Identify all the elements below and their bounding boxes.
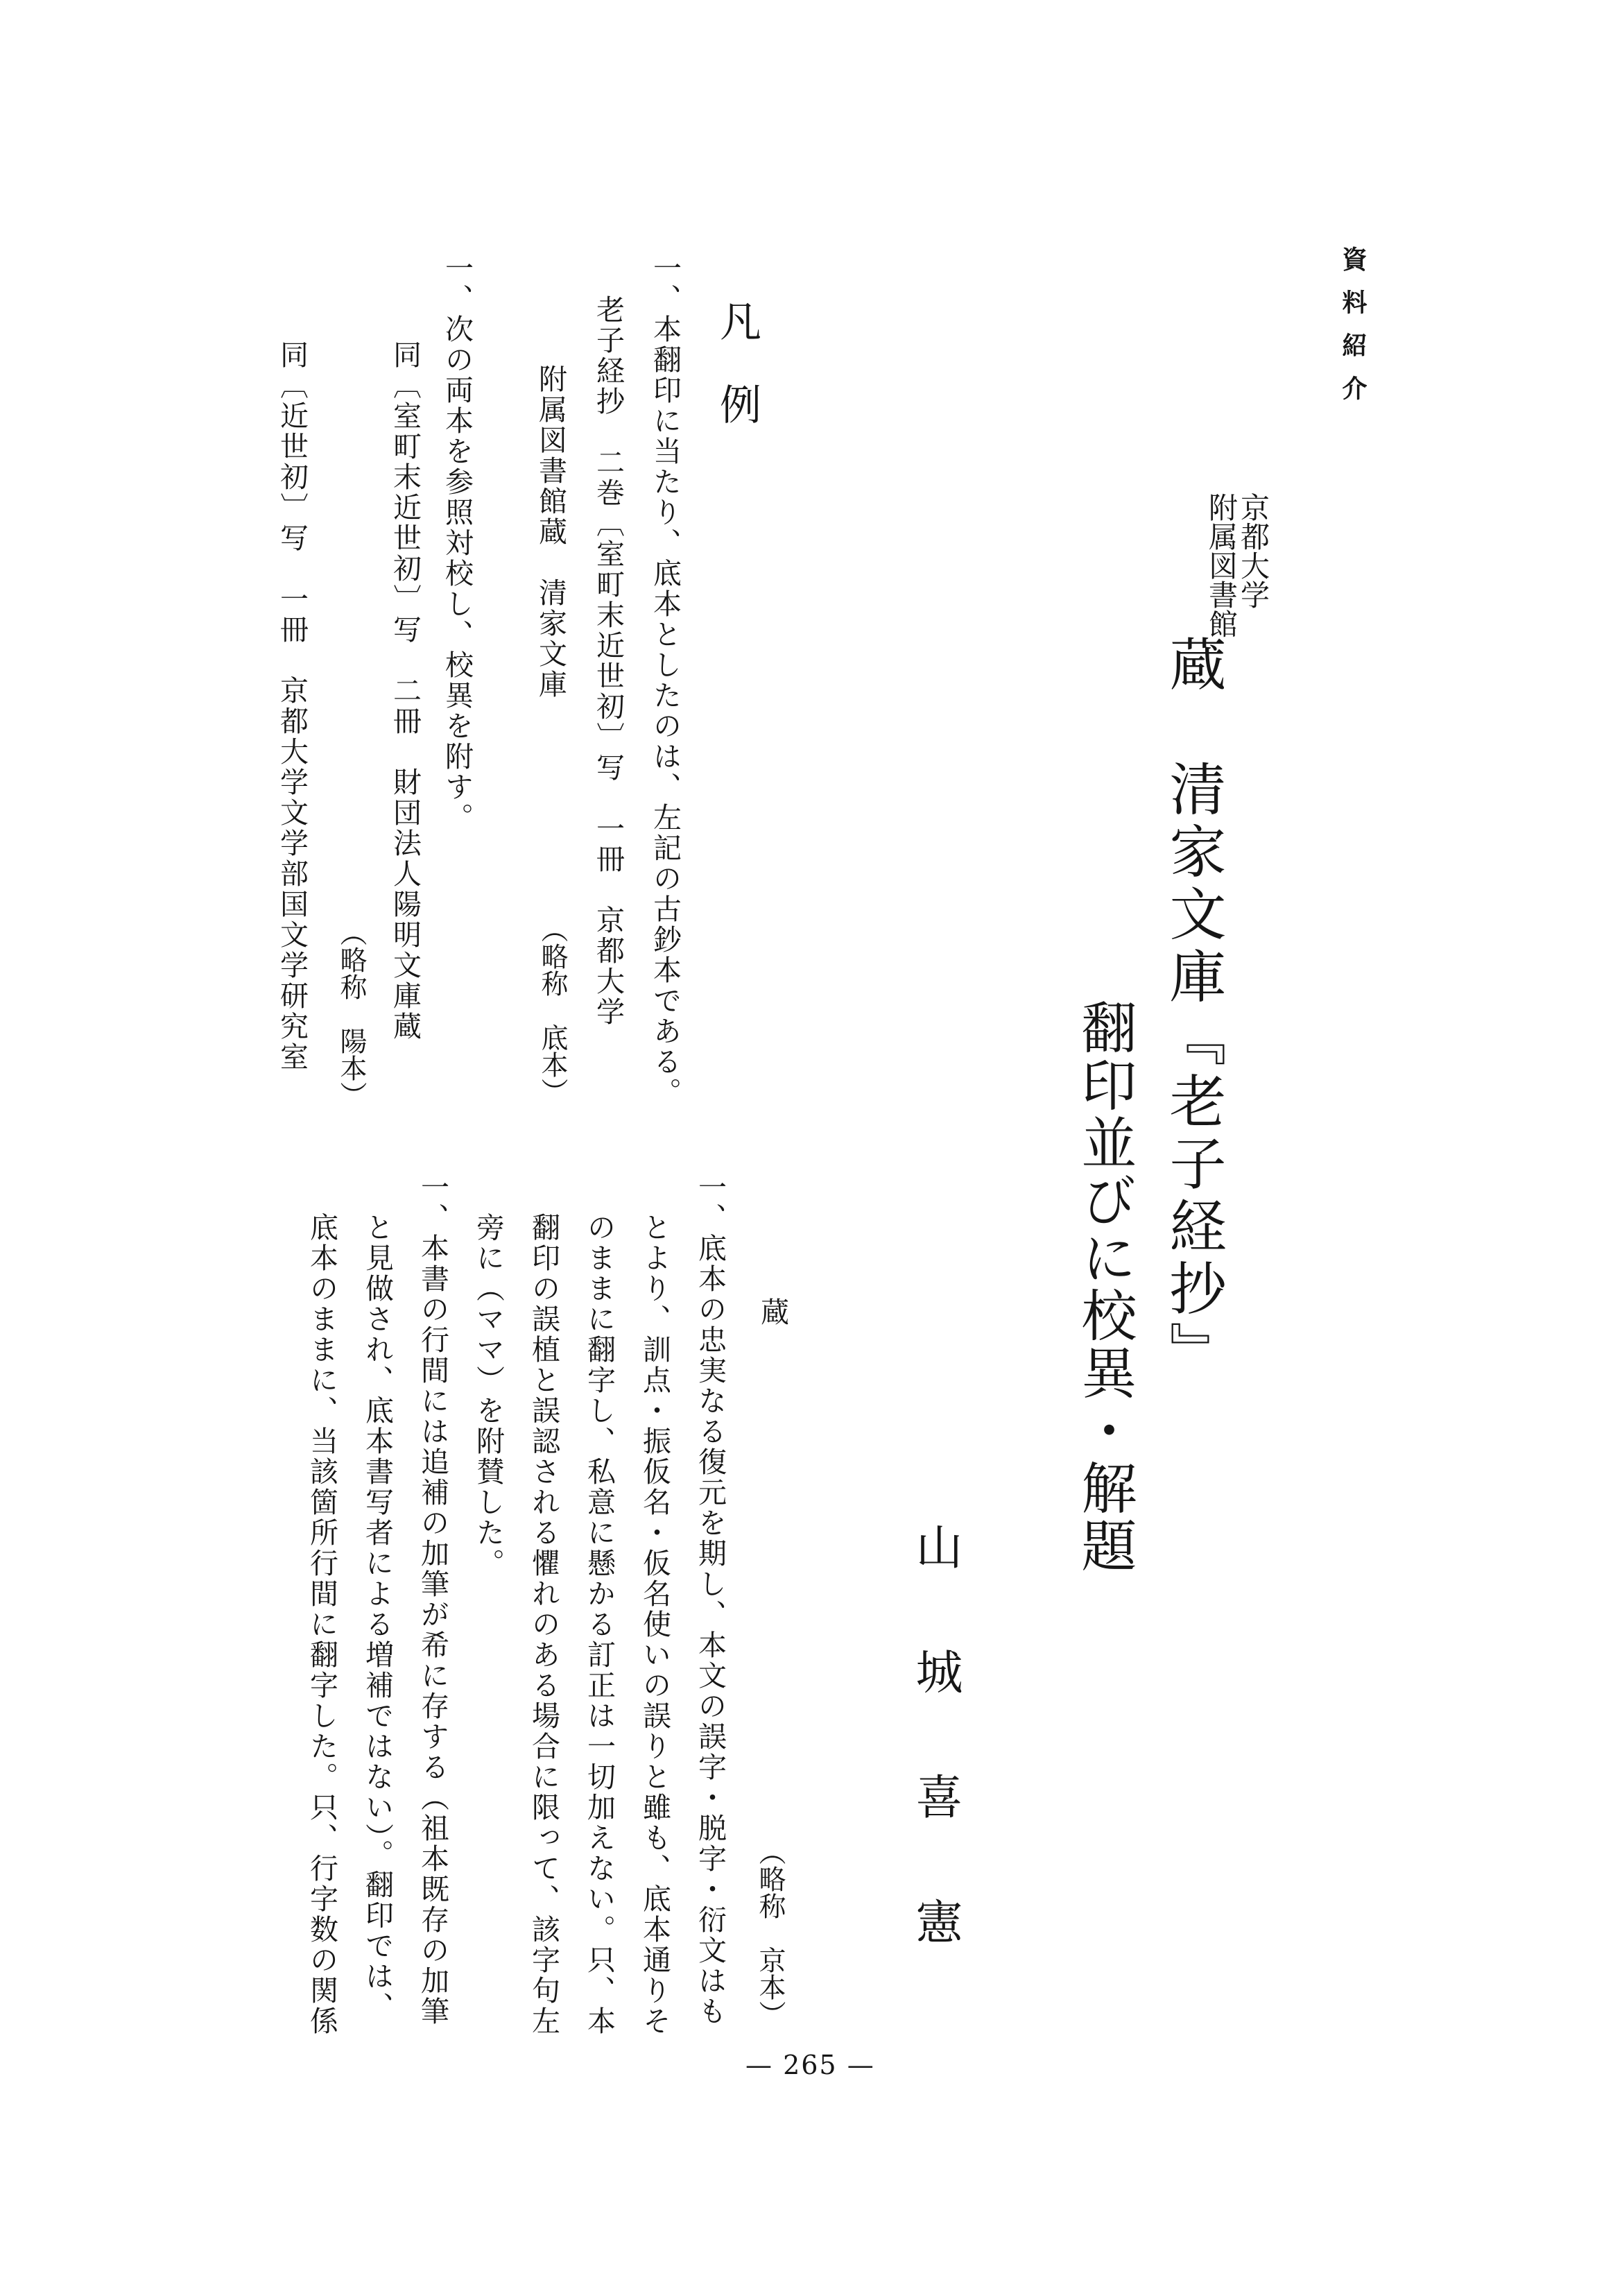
hanrei-abbrev: （略称 底本） — [537, 916, 568, 1105]
hanrei-line: 同〔近世初〕写 一冊 京都大学文学部国文学研究室 — [275, 340, 309, 1072]
hanrei-line: 同〔室町末近世初〕写 二冊 財団法人陽明文庫蔵 — [388, 340, 422, 1042]
hanrei-line: 一、次の両本を参照対校し、校異を附す。 — [440, 253, 474, 833]
section-label: 資料紹介 — [1338, 246, 1367, 418]
text-line: 一、底本の忠実なる復元を期し、本文の誤字・脱字・衍文はも — [693, 1172, 727, 2027]
page-subtitle: 翻印並びに校異・解題 — [1072, 999, 1137, 1575]
hanrei-line: 一、本翻印に当たり、底本としたのは、左記の古鈔本である。 — [648, 253, 682, 1108]
page-title: 蔵 清家文庫『老子経抄』 — [1160, 635, 1226, 1384]
page-number: — 265 — — [745, 2050, 875, 2080]
hanrei-heading: 凡例 — [713, 300, 761, 466]
kura-abbrev: （略称 京本） — [754, 1838, 786, 2028]
text-line: と見做され、底本書写者による増補ではない）。翻印では、 — [361, 1213, 394, 2023]
author-name: 山城喜憲 — [908, 1523, 963, 2022]
hanrei-abbrev: （略称 陽本） — [336, 919, 367, 1108]
text-line: 底本のままに、当該箇所行間に翻字した。只、行字数の関係 — [305, 1213, 338, 2037]
institution-label — [1205, 492, 1269, 638]
hanrei-line: 附属図書館蔵 清家文庫 — [534, 364, 567, 700]
text-line: 一、本書の行間には追補の加筆が希に存する（祖本既存の加筆 — [416, 1172, 449, 2027]
text-line: 旁に（ママ）を附賛した。 — [472, 1213, 505, 1579]
text-line: のままに翻字し、私意に懸かる訂正は一切加えない。只、本 — [583, 1213, 616, 2037]
text-line: とより、訓点・振仮名・仮名使いの誤りと雖も、底本通りそ — [638, 1213, 671, 2037]
hanrei-line: 老子経抄 二巻〔室町末近世初〕写 一冊 京都大学 — [592, 295, 625, 1027]
text-line: 翻印の誤植と誤認される懼れのある場合に限って、該字句左 — [527, 1213, 560, 2037]
institution-line: 附属図書館 — [1205, 492, 1239, 638]
kura-label: 蔵 — [756, 1297, 789, 1328]
institution-line: 京都大学 — [1236, 492, 1270, 609]
